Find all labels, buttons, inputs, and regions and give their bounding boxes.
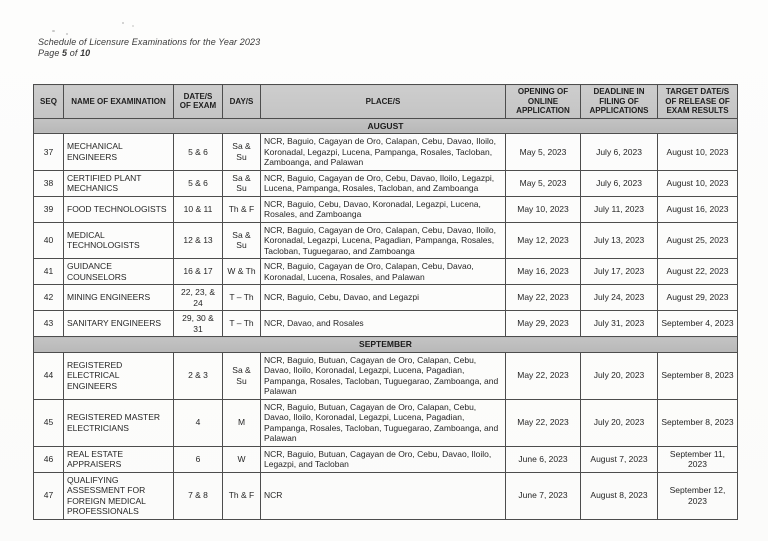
opening-date-cell: May 16, 2023: [506, 259, 581, 285]
target-date-cell: August 29, 2023: [658, 285, 738, 311]
exam-row: [34, 170, 738, 196]
opening-date-cell: May 10, 2023: [506, 196, 581, 222]
exam-name-cell: REAL ESTATE APPRAISERS: [64, 446, 174, 472]
exam-row: [34, 222, 738, 259]
target-date-cell: September 8, 2023: [658, 352, 738, 399]
opening-date-cell: May 29, 2023: [506, 311, 581, 337]
of-label: of: [69, 48, 78, 58]
places-cell: NCR, Baguio, Cagayan de Oro, Calapan, Cebu, Davao, Iloilo, Koronadal, Legazpi, Lucena, Pampanga, Rosales, Tacloban, Zamboanga, and Palawan: [261, 134, 506, 171]
opening-date-cell: May 22, 2023: [506, 399, 581, 446]
exam-dates-cell: 12 & 13: [174, 222, 223, 259]
deadline-date-cell: July 24, 2023: [581, 285, 658, 311]
exam-name-cell: QUALIFYING ASSESSMENT FOR FOREIGN MEDICAL PROFESSIONALS: [64, 472, 174, 519]
seq-cell: 44: [34, 352, 64, 399]
exam-dates-cell: 2 & 3: [174, 352, 223, 399]
seq-cell: 41: [34, 259, 64, 285]
exam-dates-cell: 29, 30 & 31: [174, 311, 223, 337]
exam-dates-cell: 10 & 11: [174, 196, 223, 222]
seq-cell: 38: [34, 170, 64, 196]
target-date-cell: August 25, 2023: [658, 222, 738, 259]
target-date-cell: September 4, 2023: [658, 311, 738, 337]
page-label: Page: [38, 48, 60, 58]
seq-cell: 47: [34, 472, 64, 519]
exam-days-cell: Sa & Su: [223, 170, 261, 196]
page-indicator: [38, 48, 260, 59]
target-date-cell: August 16, 2023: [658, 196, 738, 222]
target-date-cell: September 11, 2023: [658, 446, 738, 472]
places-cell: NCR: [261, 472, 506, 519]
exam-dates-cell: 6: [174, 446, 223, 472]
exam-days-cell: Th & F: [223, 196, 261, 222]
month-band-label: AUGUST: [34, 118, 738, 134]
seq-cell: 45: [34, 399, 64, 446]
seq-cell: 39: [34, 196, 64, 222]
page-number: 5: [62, 48, 68, 58]
exam-row: [34, 311, 738, 337]
seq-cell: 40: [34, 222, 64, 259]
opening-date-cell: June 7, 2023: [506, 472, 581, 519]
header-places: PLACE/S: [261, 85, 506, 119]
exam-name-cell: MINING ENGINEERS: [64, 285, 174, 311]
exam-name-cell: SANITARY ENGINEERS: [64, 311, 174, 337]
exam-name-cell: REGISTERED ELECTRICAL ENGINEERS: [64, 352, 174, 399]
exam-row: [34, 196, 738, 222]
exam-row: [34, 399, 738, 446]
exam-name-cell: CERTIFIED PLANT MECHANICS: [64, 170, 174, 196]
header-target-release: TARGET DATE/S OF RELEASE OF EXAM RESULTS: [658, 85, 738, 119]
document-title: Schedule of Licensure Examinations for the Year 2023: [38, 37, 261, 47]
exam-name-cell: FOOD TECHNOLOGISTS: [64, 196, 174, 222]
target-date-cell: August 22, 2023: [658, 259, 738, 285]
target-date-cell: August 10, 2023: [658, 134, 738, 171]
deadline-date-cell: August 8, 2023: [581, 472, 658, 519]
exam-days-cell: W: [223, 446, 261, 472]
exam-days-cell: W & Th: [223, 259, 261, 285]
deadline-date-cell: July 6, 2023: [581, 170, 658, 196]
places-cell: NCR, Baguio, Cagayan de Oro, Calapan, Cebu, Davao, Iloilo, Koronadal, Legazpi, Lucena, Pagadian, Pampanga, Rosales, Tacloban, Tuguegarao, and Zamboanga: [261, 222, 506, 259]
places-cell: NCR, Baguio, Cagayan de Oro, Calapan, Cebu, Davao, Koronadal, Lucena, Rosales, and Palawan: [261, 259, 506, 285]
exam-days-cell: Th & F: [223, 472, 261, 519]
deadline-date-cell: July 20, 2023: [581, 352, 658, 399]
header-opening-online-application: OPENING OF ONLINE APPLICATION: [506, 85, 581, 119]
places-cell: NCR, Baguio, Butuan, Cagayan de Oro, Calapan, Cebu, Davao, Iloilo, Koronadal, Legazpi, Lucena, Pagadian, Pampanga, Rosales, Tacloban, Tuguegarao, Zamboanga, and Palawan: [261, 352, 506, 399]
header-name-of-examination: NAME OF EXAMINATION: [64, 85, 174, 119]
places-cell: NCR, Baguio, Cebu, Davao, Koronadal, Legazpi, Lucena, Rosales, and Zamboanga: [261, 196, 506, 222]
opening-date-cell: June 6, 2023: [506, 446, 581, 472]
exam-dates-cell: 4: [174, 399, 223, 446]
exam-dates-cell: 16 & 17: [174, 259, 223, 285]
deadline-date-cell: July 11, 2023: [581, 196, 658, 222]
deadline-date-cell: July 17, 2023: [581, 259, 658, 285]
exam-dates-cell: 5 & 6: [174, 170, 223, 196]
seq-cell: 43: [34, 311, 64, 337]
opening-date-cell: May 12, 2023: [506, 222, 581, 259]
target-date-cell: September 8, 2023: [658, 399, 738, 446]
seq-cell: 42: [34, 285, 64, 311]
target-date-cell: August 10, 2023: [658, 170, 738, 196]
exam-days-cell: T – Th: [223, 285, 261, 311]
exam-schedule-table: [33, 84, 738, 520]
exam-days-cell: M: [223, 399, 261, 446]
places-cell: NCR, Baguio, Butuan, Cagayan de Oro, Calapan, Cebu, Davao, Iloilo, Koronadal, Legazpi, Lucena, Pagadian, Pampanga, Rosales, Tacloban, Tuguegarao, Zamboanga, and Palawan: [261, 399, 506, 446]
exam-dates-cell: 22, 23, & 24: [174, 285, 223, 311]
exam-days-cell: Sa & Su: [223, 134, 261, 171]
exam-days-cell: T – Th: [223, 311, 261, 337]
total-pages: 10: [80, 48, 91, 58]
deadline-date-cell: July 6, 2023: [581, 134, 658, 171]
exam-days-cell: Sa & Su: [223, 222, 261, 259]
seq-cell: 37: [34, 134, 64, 171]
deadline-date-cell: July 13, 2023: [581, 222, 658, 259]
header-deadline-filing: DEADLINE IN FILING OF APPLICATIONS: [581, 85, 658, 119]
seq-cell: 46: [34, 446, 64, 472]
opening-date-cell: May 22, 2023: [506, 285, 581, 311]
places-cell: NCR, Davao, and Rosales: [261, 311, 506, 337]
opening-date-cell: May 5, 2023: [506, 134, 581, 171]
header-seq: SEQ: [34, 85, 64, 119]
exam-row: [34, 446, 738, 472]
places-cell: NCR, Baguio, Cebu, Davao, and Legazpi: [261, 285, 506, 311]
document-header: [38, 37, 260, 59]
exam-row: [34, 352, 738, 399]
header-dates-of-exam: DATE/S OF EXAM: [174, 85, 223, 119]
exam-days-cell: Sa & Su: [223, 352, 261, 399]
exam-row: [34, 472, 738, 519]
month-section-row: [34, 118, 738, 134]
exam-row: [34, 134, 738, 171]
pen-marks: [52, 22, 162, 36]
deadline-date-cell: July 20, 2023: [581, 399, 658, 446]
exam-row: [34, 259, 738, 285]
month-band-label: SEPTEMBER: [34, 337, 738, 353]
exam-name-cell: MECHANICAL ENGINEERS: [64, 134, 174, 171]
places-cell: NCR, Baguio, Cagayan de Oro, Cebu, Davao, Iloilo, Legazpi, Lucena, Pampanga, Rosales, Tacloban, and Zamboanga: [261, 170, 506, 196]
places-cell: NCR, Baguio, Butuan, Cagayan de Oro, Cebu, Davao, Iloilo, Legazpi, and Tacloban: [261, 446, 506, 472]
table-header-row: [34, 85, 738, 119]
exam-name-cell: MEDICAL TECHNOLOGISTS: [64, 222, 174, 259]
exam-row: [34, 285, 738, 311]
header-days: DAY/S: [223, 85, 261, 119]
exam-dates-cell: 7 & 8: [174, 472, 223, 519]
deadline-date-cell: July 31, 2023: [581, 311, 658, 337]
month-section-row: [34, 337, 738, 353]
opening-date-cell: May 22, 2023: [506, 352, 581, 399]
exam-name-cell: GUIDANCE COUNSELORS: [64, 259, 174, 285]
deadline-date-cell: August 7, 2023: [581, 446, 658, 472]
exam-name-cell: REGISTERED MASTER ELECTRICIANS: [64, 399, 174, 446]
opening-date-cell: May 5, 2023: [506, 170, 581, 196]
target-date-cell: September 12, 2023: [658, 472, 738, 519]
exam-dates-cell: 5 & 6: [174, 134, 223, 171]
